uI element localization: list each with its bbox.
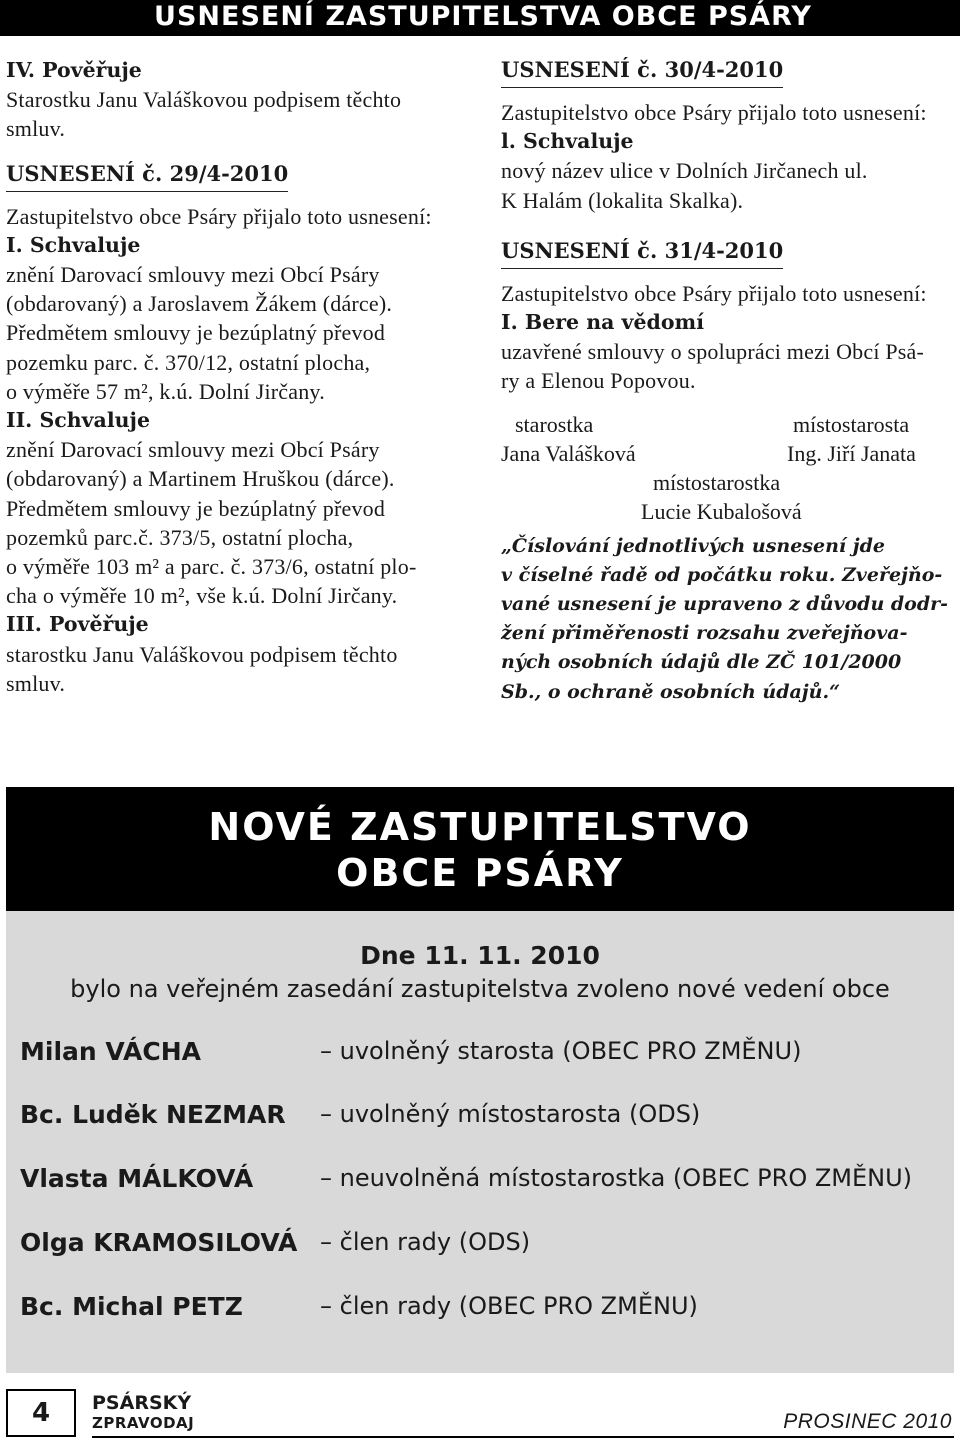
note-line: v číselné řadě od počátku roku. Zveřejňo- [501, 563, 943, 586]
right-column [501, 56, 954, 707]
text-line: smluv. [6, 116, 66, 142]
council-member [20, 1100, 940, 1136]
council-member [20, 1228, 940, 1264]
resolution-intro: Zastupitelstvo obce Psáry přijalo toto usnesení: [501, 280, 927, 306]
section-heading: I. Bere na vědomí [501, 310, 704, 335]
member-role: – člen rady (OBEC PRO ZMĚNU) [320, 1292, 698, 1320]
text-line: starostku Janu Valáškovou podpisem těchto [6, 641, 398, 667]
footer-divider [92, 1436, 954, 1438]
member-role: – člen rady (ODS) [320, 1228, 531, 1256]
member-role: – neuvolněná místostarostka (OBEC PRO ZMĚNU) [320, 1164, 913, 1192]
signature-roles [501, 412, 954, 441]
note-line: „Číslování jednotlivých usnesení jde [501, 534, 885, 557]
text-line: pozemku parc. č. 370/12, ostatní plocha, [6, 349, 371, 375]
section-banner [6, 787, 954, 911]
left-column [6, 56, 462, 698]
section-heading: I. Schvaluje [6, 232, 141, 257]
text-line: smluv. [6, 670, 66, 696]
text-line: Starostku Janu Valáškovou podpisem těchto [6, 87, 402, 113]
page-number: 4 [6, 1389, 76, 1437]
section-heading: II. Schvaluje [6, 408, 150, 433]
text-line: Předmětem smlouvy je bezúplatný převod [6, 495, 386, 521]
text-line: cha o výměře 10 m², vše k.ú. Dolní Jirčany. [6, 583, 398, 609]
text-line: uzavřené smlouvy o spolupráci mezi Obcí Psá- [501, 339, 925, 365]
text-line: K Halám (lokalita Skalka). [501, 187, 744, 213]
resolution-heading: USNESENÍ č. 31/4-2010 [501, 237, 783, 269]
section-heading: l. Schvaluje [501, 129, 634, 154]
text-line: (obdarovaný) a Martinem Hruškou (dárce). [6, 466, 395, 492]
banner-subtitle: OBCE PSÁRY [336, 851, 624, 895]
signature-name: Lucie Kubalošová [641, 498, 802, 524]
text-line: nový název ulice v Dolních Jirčanech ul. [501, 158, 868, 184]
member-name: Olga KRAMOSILOVÁ [20, 1228, 298, 1257]
resolution-intro: Zastupitelstvo obce Psáry přijalo toto usnesení: [6, 203, 432, 229]
header-band [0, 0, 960, 36]
member-name: Milan VÁCHA [20, 1037, 202, 1066]
newsletter-logo [92, 1393, 194, 1433]
section-heading: III. Pověřuje [6, 612, 149, 637]
text-line: Předmětem smlouvy je bezúplatný převod [6, 320, 386, 346]
member-role: – uvolněný místostarosta (ODS) [320, 1100, 701, 1128]
member-name: Bc. Michal PETZ [20, 1292, 243, 1321]
council-member [20, 1037, 940, 1073]
note-line: vané usnesení je upraveno z důvodu dodr- [501, 593, 949, 616]
note-line: žení přiměřenosti rozsahu zveřejňova- [501, 622, 908, 645]
brand-name: PSÁRSKÝ [92, 1392, 192, 1414]
member-role: – uvolněný starosta (OBEC PRO ZMĚNU) [320, 1037, 802, 1065]
signature-name: Ing. Jiří Janata [787, 440, 916, 466]
text-line: o výměře 103 m² a parc. č. 373/6, ostatní plo- [6, 554, 417, 580]
brand-subtitle: ZPRAVODAJ [92, 1414, 195, 1432]
text-line: znění Darovací smlouvy mezi Obcí Psáry [6, 437, 380, 463]
election-date: Dne 11. 11. 2010 [360, 941, 600, 970]
resolution-intro: Zastupitelstvo obce Psáry přijalo toto usnesení: [501, 100, 927, 125]
council-box [6, 911, 954, 1373]
note-line: ných osobních údajů dle ZČ 101/2000 [501, 651, 902, 674]
section-heading: IV. Pověřuje [6, 58, 142, 82]
text-line: ry a Elenou Popovou. [501, 368, 696, 394]
signature-name-row [501, 499, 954, 528]
member-name: Vlasta MÁLKOVÁ [20, 1164, 254, 1193]
signature-role: starostka [515, 411, 594, 437]
council-member [20, 1292, 940, 1328]
signature-name: Jana Valášková [501, 440, 636, 466]
text-line: (obdarovaný) a Jaroslavem Žákem (dárce). [6, 291, 393, 317]
note-line: Sb., o ochraně osobních údajů.“ [501, 680, 841, 703]
text-line: o výměře 57 m², k.ú. Dolní Jirčany. [6, 378, 325, 404]
signature-names [501, 441, 954, 470]
banner-title: NOVÉ ZASTUPITELSTVO [208, 805, 752, 849]
election-intro: bylo na veřejném zasedání zastupitelstva zvoleno nové vedení obce [70, 975, 890, 1003]
text-line: pozemků parc.č. 373/5, ostatní plocha, [6, 524, 354, 550]
resolution-heading: USNESENÍ č. 30/4-2010 [501, 56, 783, 88]
resolution-heading: USNESENÍ č. 29/4-2010 [6, 160, 288, 192]
signature-role-row [501, 470, 954, 499]
text-line: znění Darovací smlouvy mezi Obcí Psáry [6, 262, 380, 288]
signature-role: místostarostka [653, 469, 781, 495]
council-member [20, 1164, 940, 1200]
page-title: USNESENÍ ZASTUPITELSTVA OBCE PSÁRY [154, 1, 812, 32]
member-name: Bc. Luděk NEZMAR [20, 1100, 286, 1129]
signature-role: místostarosta [793, 411, 910, 437]
issue-month: PROSINEC 2010 [783, 1410, 952, 1433]
